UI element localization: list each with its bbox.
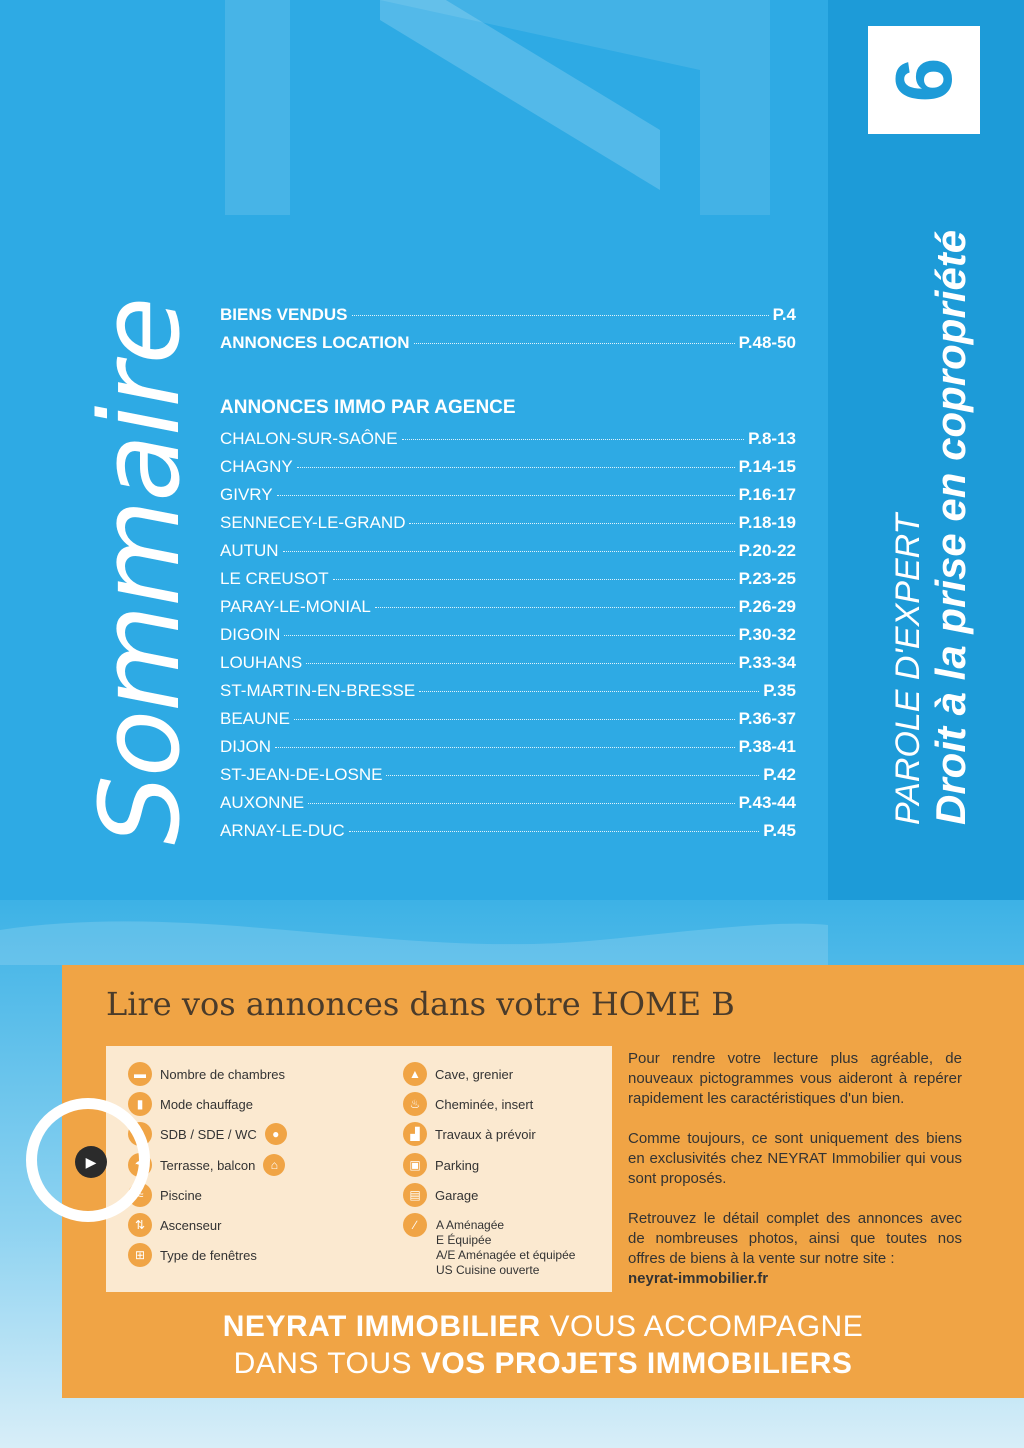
legend-label: Travaux à prévoir (435, 1126, 536, 1142)
legend-item-kitchen (403, 1213, 435, 1237)
legend-label: SDB / SDE / WC (160, 1126, 257, 1142)
toc-leader (284, 635, 734, 636)
kitchen-line: US Cuisine ouverte (436, 1263, 540, 1277)
toc-row-agency[interactable] (220, 765, 796, 793)
toc-row-agency[interactable] (220, 569, 796, 597)
orange-panel-title: Lire vos annonces dans votre HOME B (106, 985, 735, 1023)
legend-label: Nombre de chambres (160, 1066, 285, 1082)
toilet-icon: ● (265, 1123, 287, 1145)
expert-kicker: PAROLE D'EXPERT (889, 513, 927, 825)
toc-row-agency[interactable] (220, 793, 796, 821)
toc-row-agency[interactable] (220, 625, 796, 653)
legend-item-works (403, 1122, 536, 1146)
legend-item-bath (128, 1122, 287, 1146)
toc-label: PARAY-LE-MONIAL (220, 597, 371, 616)
toc-leader (352, 315, 769, 316)
kitchen-icon: ∕ (403, 1213, 427, 1237)
legend-label: Piscine (160, 1187, 202, 1203)
toc-label: CHAGNY (220, 457, 293, 476)
toc-leader (275, 747, 735, 748)
toc-leader (349, 831, 760, 832)
toc-label: AUTUN (220, 541, 279, 560)
toc-page: P.42 (763, 765, 796, 784)
toc-leader (297, 467, 735, 468)
toc-row-agency[interactable] (220, 513, 796, 541)
page-number-box (868, 26, 980, 134)
toc-page: P.20-22 (738, 541, 796, 560)
toc-label: ARNAY-LE-DUC (220, 821, 345, 840)
exclusivity-paragraph: Comme toujours, ce sont uniquement des biens en exclusivités chez NEYRAT Immobilier qui vous sont proposés. (628, 1130, 962, 1187)
legend-item-windows (128, 1243, 257, 1267)
toc-label: ST-JEAN-DE-LOSNE (220, 765, 383, 784)
toc-row-agency[interactable] (220, 821, 796, 849)
toc-page: P.38-41 (738, 737, 796, 756)
heating-icon: ▮ (128, 1092, 152, 1116)
toc-row-agency[interactable] (220, 541, 796, 569)
toc-leader (308, 803, 735, 804)
legend-item-heating (128, 1092, 253, 1116)
toc-page: P.48-50 (738, 333, 796, 352)
toc-label: DIGOIN (220, 625, 281, 644)
toc-leader (277, 495, 735, 496)
toc-label: BEAUNE (220, 709, 290, 728)
toc-leader (402, 439, 745, 440)
sommaire-title: Sommaire (76, 298, 204, 845)
toc-page: P.4 (772, 305, 796, 324)
toc-label: SENNECEY-LE-GRAND (220, 513, 406, 532)
intro-paragraph: Pour rendre votre lecture plus agréable, de nouveaux pictogrammes vous aideront à repérer rapidement les caractéristiques d'un bien. (628, 1050, 962, 1107)
toc-label: LOUHANS (220, 653, 303, 672)
parking-icon: ▣ (403, 1153, 427, 1177)
website-text: Retrouvez le détail complet des annonces avec de nombreuses photos, ainsi que toutes nos offres de biens à la vente sur notre site : (628, 1210, 962, 1267)
tagline-brand: NEYRAT IMMOBILIER (222, 1310, 541, 1343)
toc-label: GIVRY (220, 485, 273, 504)
play-icon: ▶ (85, 1153, 97, 1170)
legend-item-bedrooms (128, 1062, 285, 1086)
toc-leader (375, 607, 735, 608)
toc-leader (333, 579, 735, 580)
toc-leader (294, 719, 735, 720)
legend-item-parking (403, 1153, 479, 1177)
legend-item-elevator (128, 1213, 221, 1237)
legend-item-terrace (128, 1153, 285, 1177)
window-icon: ⊞ (128, 1243, 152, 1267)
toc-leader (414, 343, 735, 344)
legend-item-cellar (403, 1062, 513, 1086)
toc-leader (283, 551, 735, 552)
legend-label: Ascenseur (160, 1217, 222, 1233)
toc-row-agency[interactable] (220, 681, 796, 709)
toc-row-agency[interactable] (220, 653, 796, 681)
expert-headline: Droit à la prise en copropriété (927, 229, 974, 825)
toc-leader (419, 691, 759, 692)
website-link[interactable]: neyrat-immobilier.fr (628, 1270, 769, 1287)
toc-page: P.23-25 (738, 569, 796, 588)
tagline-bold: VOS PROJETS IMMOBILIERS (420, 1347, 853, 1380)
toc-leader (386, 775, 759, 776)
toc-page: P.43-44 (738, 793, 796, 812)
legend-label: Cheminée, insert (435, 1096, 534, 1112)
toc-row-biens-vendus[interactable] (220, 305, 796, 333)
toc-label: ANNONCES LOCATION (220, 333, 410, 352)
kitchen-line: A Aménagée (436, 1218, 505, 1232)
paint-roller-icon: ▟ (403, 1122, 427, 1146)
toc-page: P.35 (763, 681, 796, 700)
toc-label: ST-MARTIN-EN-BRESSE (220, 681, 416, 700)
tagline-rest: VOUS ACCOMPAGNE (540, 1310, 864, 1343)
toc-leader (306, 663, 734, 664)
toc-label: CHALON-SUR-SAÔNE (220, 429, 398, 448)
elevator-icon: ⇅ (128, 1213, 152, 1237)
pool-icon: ≈ (128, 1183, 152, 1207)
legend-item-fireplace (403, 1092, 533, 1116)
kitchen-line: E Équipée (436, 1233, 492, 1247)
play-button[interactable] (75, 1146, 107, 1178)
toc-row-agency[interactable] (220, 457, 796, 485)
legend-label: Cave, grenier (435, 1066, 514, 1082)
toc-page: P.30-32 (738, 625, 796, 644)
toc-page: P.36-37 (738, 709, 796, 728)
balcony-icon: ⌂ (263, 1154, 285, 1176)
toc-row-agency[interactable] (220, 597, 796, 625)
kitchen-legend (436, 1218, 575, 1278)
legend-label: Garage (435, 1187, 479, 1203)
toc-row-agency[interactable] (220, 429, 796, 457)
toc-section-heading: ANNONCES IMMO PAR AGENCE (220, 397, 516, 418)
legend-label: Type de fenêtres (160, 1247, 257, 1263)
toc-page: P.8-13 (748, 429, 796, 448)
table-of-contents (220, 305, 796, 849)
toc-page: P.18-19 (738, 513, 796, 532)
expert-callout[interactable] (888, 230, 974, 825)
bath-icon: ◡ (128, 1122, 152, 1146)
cellar-icon: ▲ (403, 1062, 427, 1086)
legend-label: Terrasse, balcon (160, 1157, 256, 1173)
toc-row-agency[interactable] (220, 709, 796, 737)
toc-page: P.33-34 (738, 653, 796, 672)
website-paragraph (628, 1209, 962, 1289)
toc-label: BIENS VENDUS (220, 305, 348, 324)
kitchen-line: A/E Aménagée et équipée (436, 1248, 576, 1262)
toc-row-agency[interactable] (220, 485, 796, 513)
toc-row-annonces-location[interactable] (220, 333, 796, 361)
bed-icon: ▬ (128, 1062, 152, 1086)
toc-leader (409, 523, 734, 524)
terrace-icon: ☂ (128, 1153, 152, 1177)
toc-page: P.14-15 (738, 457, 796, 476)
toc-label: LE CREUSOT (220, 569, 329, 588)
toc-page: P.45 (763, 821, 796, 840)
legend-item-garage (403, 1183, 478, 1207)
toc-page: P.26-29 (738, 597, 796, 616)
legend-label: Mode chauffage (160, 1096, 253, 1112)
fireplace-icon: ♨ (403, 1092, 427, 1116)
toc-row-agency[interactable] (220, 737, 796, 765)
tagline-light: DANS TOUS (233, 1347, 421, 1380)
section-number: 6 (879, 57, 968, 103)
tagline-line-2 (62, 1347, 1024, 1381)
toc-page: P.16-17 (738, 485, 796, 504)
tagline-line-1 (62, 1310, 1024, 1344)
legend-label: Parking (435, 1157, 480, 1173)
toc-label: AUXONNE (220, 793, 305, 812)
toc-label: DIJON (220, 737, 271, 756)
garage-icon: ▤ (403, 1183, 427, 1207)
